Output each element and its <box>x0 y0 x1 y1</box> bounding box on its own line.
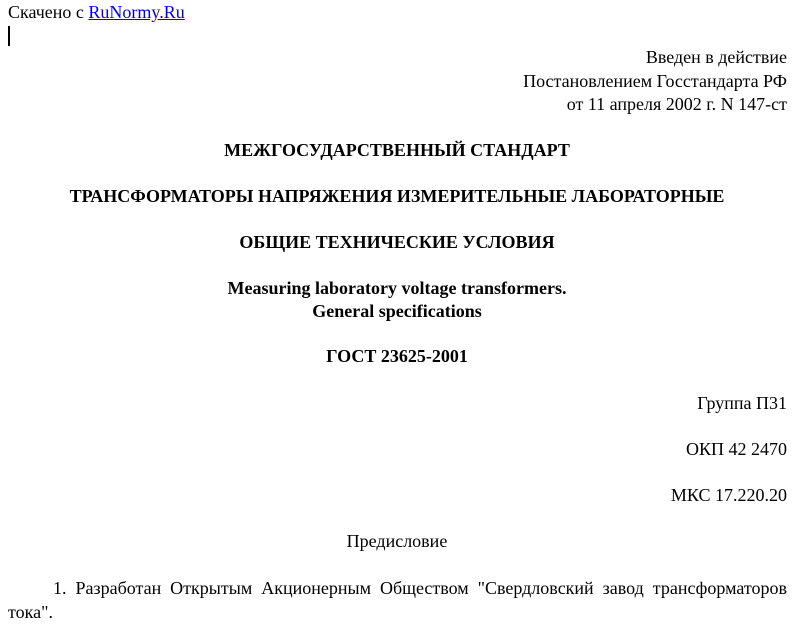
download-source-line <box>8 2 185 23</box>
english-title-line-2: General specifications <box>312 301 482 321</box>
foreword-item-1: 1. Разработан Открытым Акционерным Обществом "Свердловский завод трансформаторов тока". <box>8 578 787 622</box>
mks-code: МКС 17.220.20 <box>670 485 787 505</box>
download-prefix-text: Скачено с <box>8 2 89 22</box>
gost-number: ГОСТ 23625-2001 <box>326 346 468 366</box>
intro-line-1: Введен в действие <box>645 47 787 67</box>
document-title: ТРАНСФОРМАТОРЫ НАПРЯЖЕНИЯ ИЗМЕРИТЕЛЬНЫЕ ЛАБОРАТОРНЫЕ <box>69 186 725 206</box>
intro-line-2: Постановлением Госстандарта РФ <box>523 71 787 91</box>
group-code: Группа П31 <box>697 393 787 413</box>
foreword-heading: Предисловие <box>346 531 448 551</box>
okp-code: ОКП 42 2470 <box>685 439 787 459</box>
runormy-link[interactable]: RuNormy.Ru <box>88 2 185 22</box>
standard-type-heading: МЕЖГОСУДАРСТВЕННЫЙ СТАНДАРТ <box>224 140 570 160</box>
intro-line-3: от 11 апреля 2002 г. N 147-ст <box>566 94 787 114</box>
document-subtitle: ОБЩИЕ ТЕХНИЧЕСКИЕ УСЛОВИЯ <box>239 232 555 252</box>
text-cursor <box>8 26 10 46</box>
english-title-line-1: Measuring laboratory voltage transformers. <box>227 278 567 298</box>
